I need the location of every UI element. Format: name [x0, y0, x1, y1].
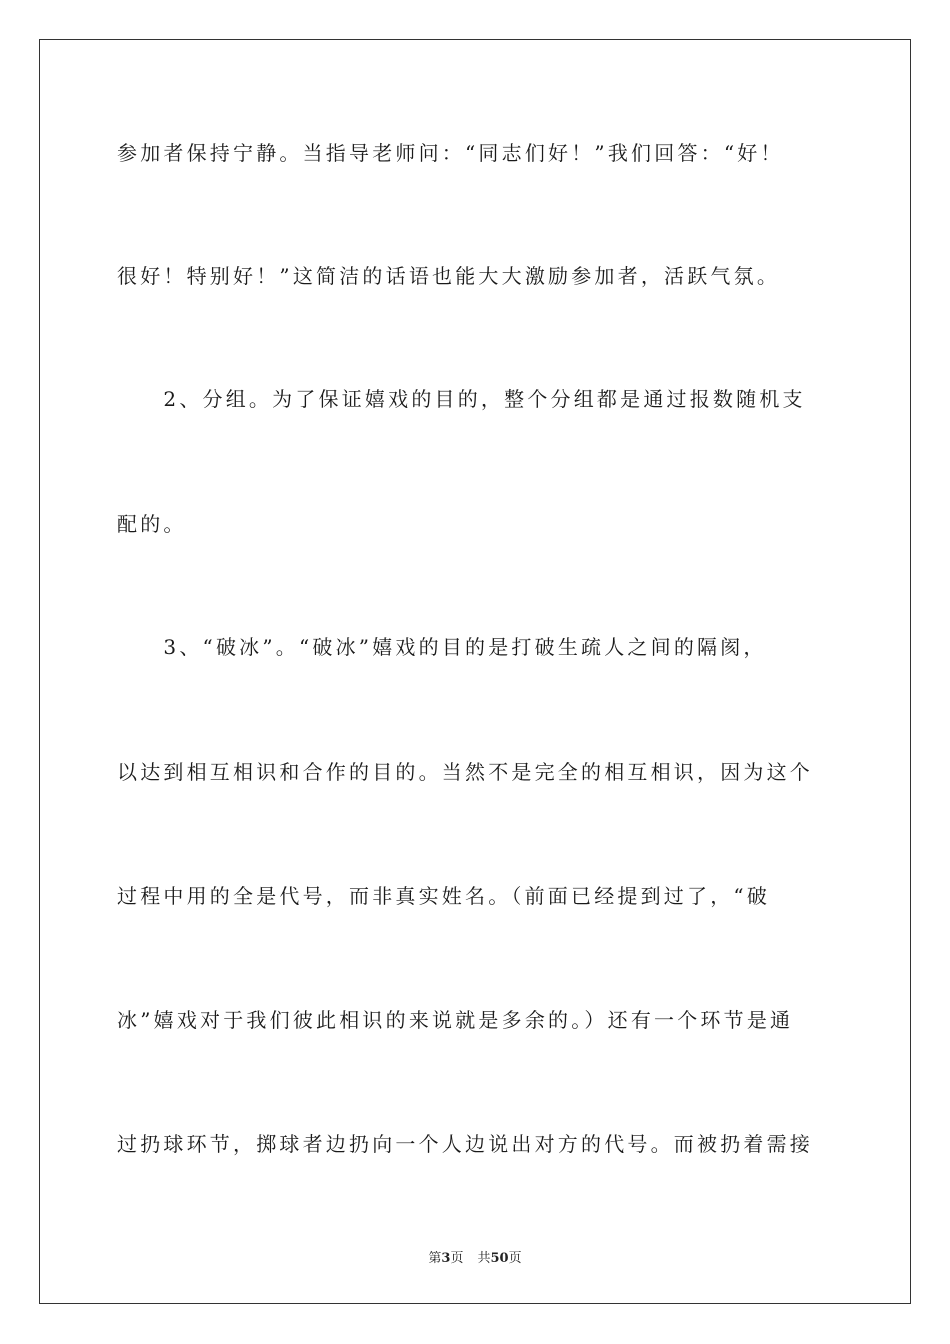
- text-line-9: 过扔球环节，掷球者边扔向一个人边说出对方的代号。而被扔着需接: [117, 1132, 813, 1156]
- page-total: 共50页: [477, 1251, 522, 1266]
- text-line-1: 参加者保持宁静。当指导老师问：“同志们好！”我们回答：“好！: [117, 141, 784, 165]
- text-line-3: 2、分组。为了保证嬉戏的目的，整个分组都是通过报数随机支: [117, 387, 806, 411]
- text-line-2: 很好！特别好！”这简洁的话语也能大大激励参加者，活跃气氛。: [117, 264, 781, 288]
- page-frame: [39, 39, 911, 1304]
- text-line-5: 3、“破冰”。“破冰”嬉戏的目的是打破生疏人之间的隔阂，: [117, 635, 767, 659]
- text-line-4: 配的。: [117, 512, 187, 536]
- text-line-8: 冰”嬉戏对于我们彼此相识的来说就是多余的。）还有一个环节是通: [117, 1008, 794, 1032]
- page-number: 第3页: [428, 1251, 464, 1266]
- text-line-6: 以达到相互相识和合作的目的。当然不是完全的相互相识，因为这个: [117, 760, 813, 784]
- page-footer: [0, 1247, 950, 1266]
- text-line-7: 过程中用的全是代号，而非真实姓名。（前面已经提到过了，“破: [117, 884, 771, 908]
